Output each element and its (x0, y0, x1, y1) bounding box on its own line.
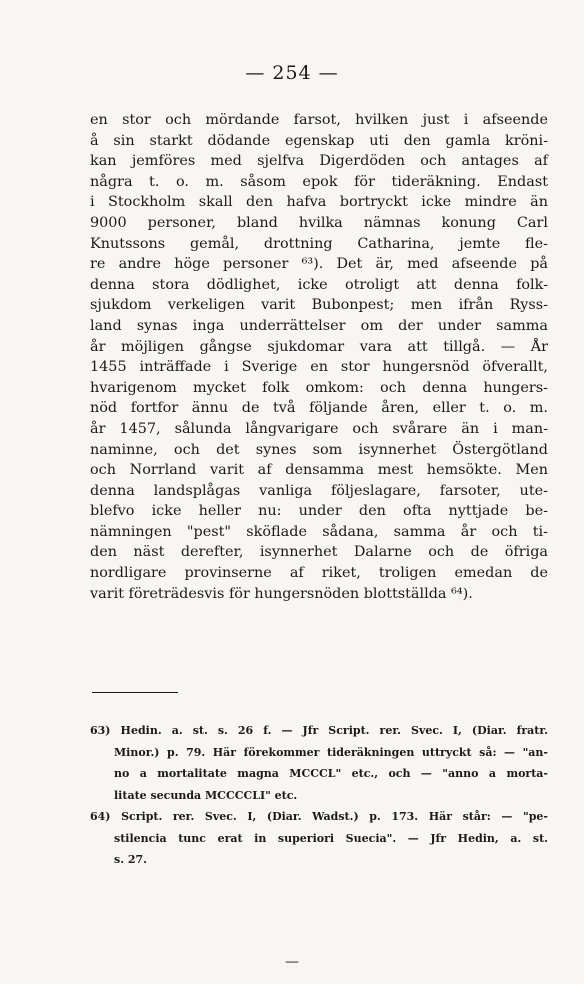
body-line: naminne, och det synes som isynnerhet Östergötland (90, 441, 548, 458)
footnote-63-line: 63) Hedin. a. st. s. 26 f. — Jfr Script. rer. Svec. I, (Diar. fratr. (90, 724, 548, 737)
body-line: 1455 inträffade i Sverige en stor hungersnöd öfverallt, (90, 359, 548, 376)
body-line: varit företrädesvis för hungersnöden blottställda ⁶⁴). (90, 585, 473, 602)
body-line: blefvo icke heller nu: under den ofta nyttjade be- (90, 503, 548, 520)
body-line: nöd fortfor ännu de två följande åren, eller t. o. m. (90, 400, 548, 417)
bottom-mark: — (285, 954, 299, 970)
body-line: hvarigenom mycket folk omkom: och denna hungers- (90, 379, 548, 396)
body-line: denna stora dödlighet, icke otroligt att denna folk- (90, 276, 548, 293)
body-line: land synas inga underrättelser om der under samma (90, 317, 548, 334)
body-line: re andre höge personer ⁶³). Det är, med afseende på (90, 256, 548, 273)
footnote-64-line: stilencia tunc erat in superiori Suecia". — Jfr Hedin, a. st. (114, 831, 548, 845)
footnote-63-line: no a mortalitate magna MCCCL" etc., och — "anno a morta- (114, 767, 548, 780)
body-line: 9000 personer, bland hvilka nämnas konung Carl (90, 214, 548, 231)
body-line: denna landsplågas vanliga följeslagare, farsoter, ute- (90, 482, 548, 499)
body-line: nordligare provinserne af riket, troligen emedan de (90, 565, 548, 582)
body-text (90, 110, 548, 604)
footnote-64-line: s. 27. (114, 853, 147, 866)
footnote-63-line: litate secunda MCCCCLI" etc. (114, 788, 298, 802)
footnote-divider (92, 692, 178, 693)
body-line: den näst derefter, isynnerhet Dalarne och de öfriga (90, 544, 548, 561)
footnotes (90, 720, 548, 871)
body-line: å sin starkt dödande egenskap uti den gamla krönі- (90, 132, 548, 149)
body-line: sjukdom verkeligen varit Bubonpest; men ifrån Ryss- (90, 297, 548, 314)
body-line: en stor och mördande farsot, hvilken just i afseende (90, 112, 548, 128)
body-line: år 1457, sålunda långvarigare och svårare än i man- (90, 420, 548, 437)
body-line: Knutssons gemål, drottning Catharina, jemte fle- (90, 235, 548, 252)
body-line: år möjligen gångse sjukdomar vara att tillgå. — År (90, 338, 548, 355)
footnote-63-line: Minor.) p. 79. Här förekommer tideräkningen uttryckt så: — "an- (114, 745, 548, 759)
body-line: nämningen "pest" sköflade sådana, samma år och ti- (90, 523, 548, 540)
footnote-64-line: 64) Script. rer. Svec. I, (Diar. Wadst.) p. 173. Här står: — "pe- (90, 810, 548, 823)
body-line: och Norrland varit af densamma mest hemsökte. Men (90, 462, 548, 479)
body-line: kan jemföres med sjelfva Digerdöden och antages af (90, 153, 548, 170)
body-line: i Stockholm skall den hafva bortryckt icke mindre än (90, 194, 548, 211)
body-line: några t. o. m. såsom epok för tideräkning. Endast (90, 173, 548, 190)
page-number: — 254 — (245, 62, 339, 84)
